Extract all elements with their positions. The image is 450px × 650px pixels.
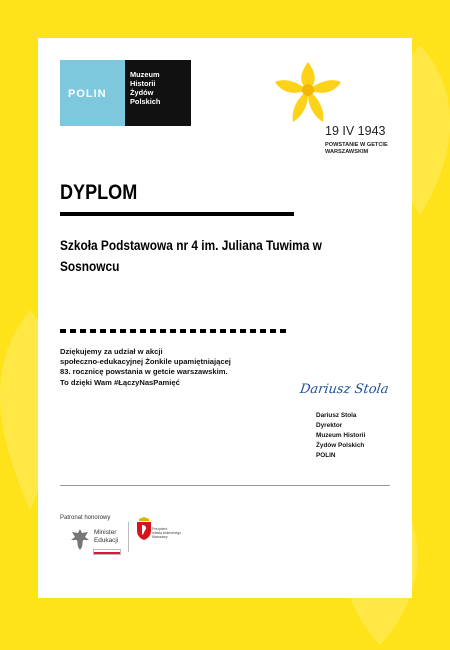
warsaw-label bbox=[152, 527, 192, 540]
message-line: To dzięki Wam #ŁączyNasPamięć bbox=[60, 377, 180, 387]
message-line: Dziękujemy za udział w akcji bbox=[60, 347, 163, 356]
museum-name-line: Historii bbox=[130, 79, 156, 88]
signatory-role-line: Dyrektor bbox=[316, 422, 343, 429]
signatory-role-line: Żydów Polskich bbox=[316, 442, 365, 449]
signatory-role-line: POLIN bbox=[316, 452, 336, 459]
minister-line: Minister bbox=[94, 529, 117, 536]
museum-name-block bbox=[125, 60, 191, 126]
warsaw-line: Warszawy bbox=[152, 535, 168, 540]
warsaw-line: Prezydent bbox=[152, 527, 168, 531]
footer-logo-separator bbox=[128, 522, 129, 552]
certificate-title: DYPLOM bbox=[60, 181, 138, 204]
daffodil-icon bbox=[273, 60, 343, 124]
event-caption-line: WARSZAWSKIM bbox=[325, 149, 369, 155]
message-line: społeczno-edukacyjnej Żonkile upamiętniającej bbox=[60, 357, 231, 367]
event-caption-line: POWSTANIE W GETCIE bbox=[325, 142, 388, 148]
polin-logo bbox=[60, 60, 191, 126]
thank-you-message bbox=[60, 347, 310, 388]
minister-line: Edukacji bbox=[94, 537, 119, 544]
dashed-divider bbox=[60, 329, 290, 333]
patronage-label: Patronat honorowy bbox=[60, 515, 111, 521]
museum-name-line: Żydów bbox=[130, 88, 154, 97]
recipient-line: Sosnowcu bbox=[60, 259, 120, 274]
polin-brand-text: POLIN bbox=[68, 88, 107, 100]
recipient-name bbox=[60, 235, 350, 277]
polish-flag-icon bbox=[94, 550, 120, 554]
handwritten-signature: Dariusz Stola bbox=[298, 382, 390, 397]
polin-logo-mark bbox=[60, 60, 125, 126]
warsaw-crest-icon bbox=[136, 517, 152, 541]
signatory-role-line: Muzeum Historii bbox=[316, 432, 366, 439]
museum-name-line: Polskich bbox=[130, 97, 161, 106]
certificate-sheet bbox=[38, 38, 412, 598]
event-date: 19 IV 1943 bbox=[325, 124, 386, 138]
recipient-line: Szkoła Podstawowa nr 4 im. Juliana Tuwima w bbox=[60, 238, 322, 253]
minister-label bbox=[94, 529, 118, 545]
museum-name-line: Muzeum bbox=[130, 70, 160, 79]
polish-eagle-icon bbox=[70, 527, 90, 551]
message-line: 83. rocznicę powstania w getcie warszawskim. bbox=[60, 367, 228, 377]
title-underline bbox=[60, 212, 294, 216]
signatory-name: Dariusz Stola bbox=[316, 412, 357, 419]
footer-divider bbox=[60, 485, 390, 486]
warsaw-line: miasta stołecznego bbox=[152, 531, 182, 536]
signatory-block bbox=[316, 411, 365, 461]
event-caption bbox=[325, 142, 400, 156]
